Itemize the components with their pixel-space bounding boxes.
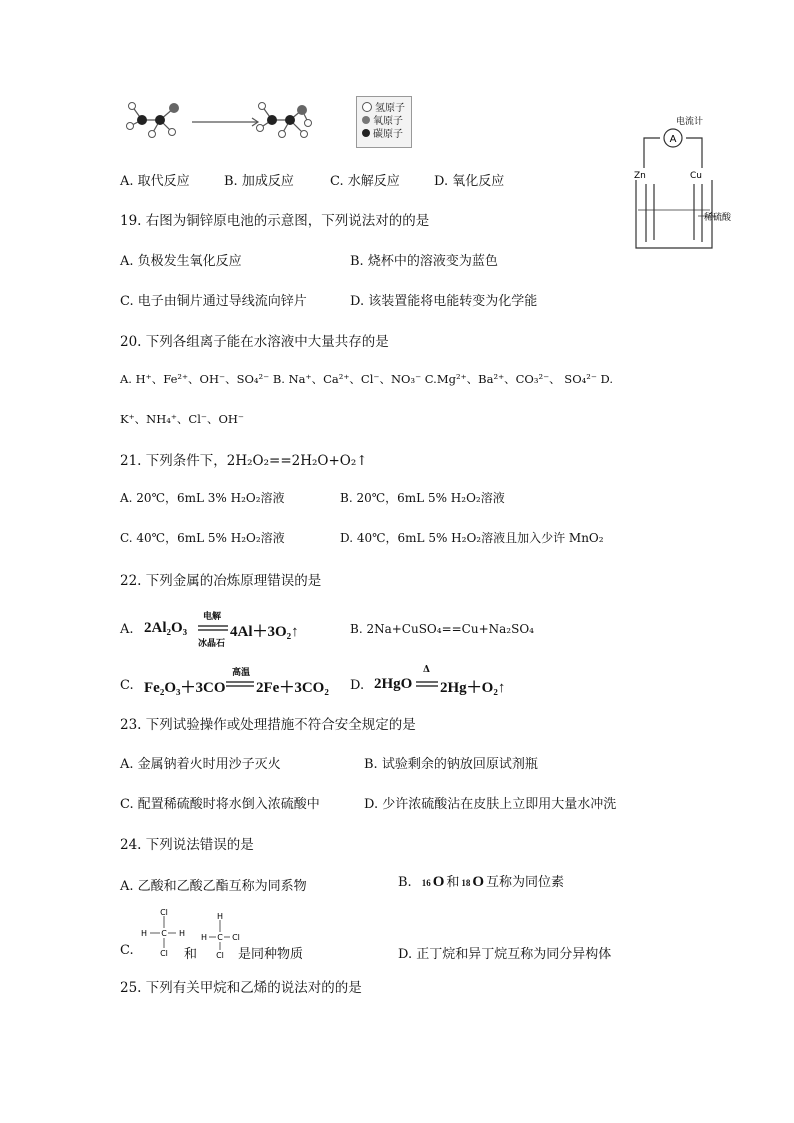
q21-option-d: D. 40℃，6mL 5% H₂O₂溶液且加入少许 MnO₂ [340, 531, 604, 545]
struct1-h-right: H [178, 929, 186, 938]
ammeter-label: 电流计 [676, 117, 704, 127]
q20-stem: 20. 下列各组离子能在水溶液中大量共存的是 [120, 334, 389, 350]
q22-stem: 22. 下列金属的冶炼原理错误的是 [120, 573, 322, 589]
q23-option-d: D. 少许浓硫酸沾在皮肤上立即用大量水冲洗 [364, 797, 617, 812]
q22-option-c-right: 2Fe＋3CO₂ [256, 680, 329, 696]
q24-option-c-label: C. [120, 943, 134, 958]
reaction-molecule-diagram [122, 96, 332, 140]
q24-option-c-and: 和 [184, 947, 198, 962]
q19-option-d: D. 该装置能将电能转变为化学能 [350, 294, 538, 309]
q24-stem: 24. 下列说法错误的是 [120, 837, 254, 853]
q24-option-b-tail: 互称为同位素 [486, 875, 565, 890]
struct2-cl-bottom: Cl [216, 951, 224, 960]
q22-option-a-condition-bottom: 冰晶石 [198, 639, 226, 649]
struct2-cl-right: Cl [232, 933, 240, 942]
q22-option-d-condition: Δ [423, 665, 430, 675]
q23-option-b: B. 试验剩余的钠放回原试剂瓶 [364, 757, 538, 772]
struct2-h-left: H [200, 933, 208, 942]
oxygen-16-mass: 16 [421, 878, 431, 888]
galvanic-cell-diagram [628, 112, 738, 254]
q24-option-a: A. 乙酸和乙酸乙酯互称为同系物 [120, 879, 307, 894]
struct1-cl-bottom: Cl [160, 949, 168, 958]
q22-option-d-left: 2HgO [374, 676, 413, 692]
struct2-h-top: H [216, 912, 224, 921]
dichloromethane-structure-1 [140, 906, 188, 958]
q18-option-d: D. 氧化反应 [434, 174, 505, 189]
q22-option-c-left: Fe₂O₃＋3CO [144, 680, 226, 696]
legend-carbon: 碳原子 [362, 126, 406, 139]
legend-hydrogen: 氢原子 [362, 100, 406, 113]
q21-stem: 21. 下列条件下，2H₂O₂==2H₂O+O₂↑ [120, 453, 368, 469]
zn-label: Zn [634, 171, 646, 181]
q24-option-b [398, 871, 564, 891]
oxygen-atom-icon [362, 116, 370, 124]
q24-option-c-tail: 是同种物质 [238, 947, 304, 962]
q23-option-c: C. 配置稀硫酸时将水倒入浓硫酸中 [120, 797, 320, 812]
q25-stem: 25. 下列有关甲烷和乙烯的说法对的的是 [120, 980, 362, 996]
oxygen-18-symbol: O [472, 874, 485, 890]
q21-option-b: B. 20℃，6mL 5% H₂O₂溶液 [340, 491, 505, 505]
q22-option-b: B. 2Na+CuSO₄==Cu+Na₂SO₄ [350, 622, 534, 636]
q22-option-d-equals [416, 680, 438, 688]
q21-option-a: A. 20℃，6mL 3% H₂O₂溶液 [120, 491, 285, 505]
q18-option-b: B. 加成反应 [224, 174, 294, 189]
q22-option-c-condition: 高温 [232, 668, 251, 678]
q21-option-c: C. 40℃，6mL 5% H₂O₂溶液 [120, 531, 285, 545]
q22-option-d-right: 2Hg＋O₂↑ [440, 680, 506, 696]
q20-options-line2: K⁺、NH₄⁺、Cl⁻、OH⁻ [120, 412, 245, 426]
q19-option-a: A. 负极发生氧化反应 [120, 254, 242, 269]
q24-option-b-and: 和 [446, 875, 460, 890]
q18-option-c: C. 水解反应 [330, 174, 400, 189]
q19-stem: 19. 右图为铜锌原电池的示意图，下列说法对的的是 [120, 213, 430, 229]
q22-option-a-left: 2Al₂O₃ [144, 620, 188, 636]
q18-option-a: A. 取代反应 [120, 174, 190, 189]
q22-option-a-equals [198, 624, 228, 632]
q22-option-d-label: D. [350, 678, 365, 693]
struct2-c: C [217, 933, 223, 942]
oxygen-18-mass: 18 [461, 878, 471, 888]
q22-option-a-label: A. [120, 622, 134, 637]
q24-option-d: D. 正丁烷和异丁烷互称为同分异构体 [398, 947, 612, 962]
acid-label: 稀硫酸 [704, 213, 732, 223]
q24-option-b-label: B. [398, 875, 412, 890]
q20-options-line1: A. H⁺、Fe²⁺、OH⁻、SO₄²⁻ B. Na⁺、Ca²⁺、Cl⁻、NO₃⁻ C.Mg²⁺、Ba²⁺、CO₃²⁻、 SO₄²⁻ D. [120, 372, 614, 386]
q23-option-a: A. 金属钠着火时用沙子灭火 [120, 757, 281, 772]
carbon-atom-icon [362, 129, 370, 137]
q19-option-b: B. 烧杯中的溶液变为蓝色 [350, 254, 498, 269]
struct1-cl-top: Cl [160, 908, 168, 917]
struct1-c: C [161, 929, 167, 938]
legend-oxygen: 氧原子 [362, 113, 406, 126]
q22-option-a-right: 4Al＋3O₂↑ [230, 624, 299, 640]
q23-stem: 23. 下列试验操作或处理措施不符合安全规定的是 [120, 717, 416, 733]
struct1-h-left: H [140, 929, 148, 938]
ammeter-symbol: A [669, 134, 677, 145]
q22-option-c-equals [226, 680, 254, 688]
q19-option-c: C. 电子由铜片通过导线流向锌片 [120, 294, 307, 309]
q22-option-c-label: C. [120, 678, 134, 693]
cu-label: Cu [690, 171, 702, 181]
q22-option-a-condition-top: 电解 [203, 612, 222, 622]
oxygen-16-symbol: O [432, 874, 445, 890]
atom-legend [356, 96, 412, 148]
dichloromethane-structure-2 [200, 910, 242, 960]
hydrogen-atom-icon [362, 102, 372, 112]
